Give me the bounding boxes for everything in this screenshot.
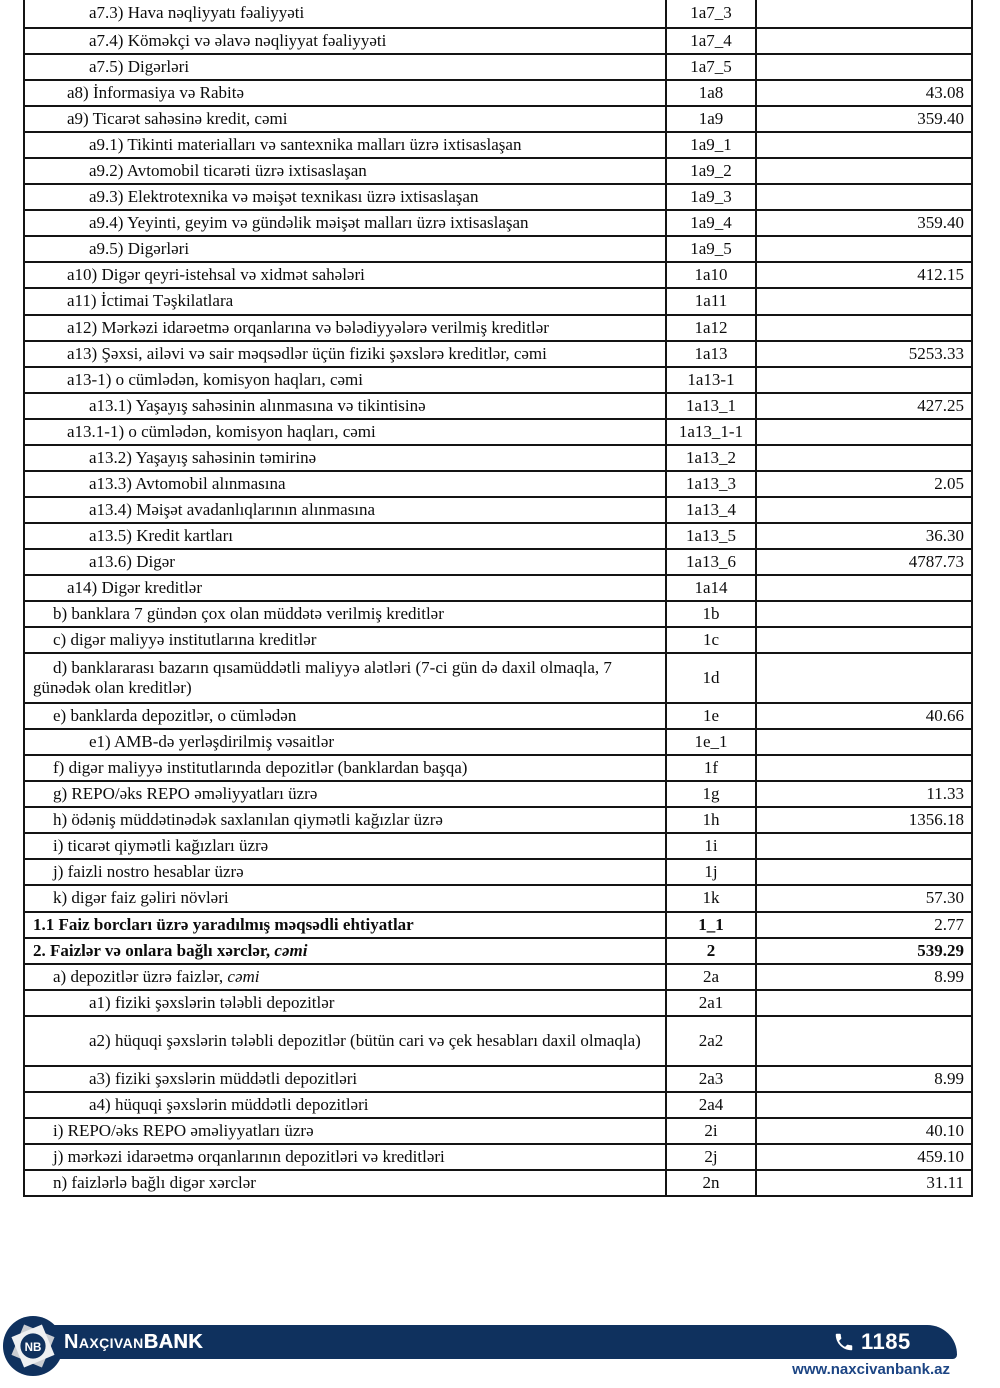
row-description bbox=[24, 445, 666, 471]
row-description-text: a13.5) Kredit kartları bbox=[89, 525, 233, 545]
table-row bbox=[24, 54, 972, 80]
row-code: 1a8 bbox=[666, 80, 756, 106]
row-description-text: a13-1) o cümlədən, komisyon haqları, cəmi bbox=[67, 369, 363, 389]
row-value bbox=[756, 1092, 972, 1118]
row-description bbox=[24, 1092, 666, 1118]
row-value bbox=[756, 729, 972, 755]
row-description-text: a13) Şəxsi, ailəvi və sair məqsədlər üçün fiziki şəxslərə kreditlər, cəmi bbox=[67, 343, 547, 363]
row-description-text: k) digər faiz gəliri növləri bbox=[53, 888, 229, 908]
row-description bbox=[24, 964, 666, 990]
row-code: 1a13_1 bbox=[666, 393, 756, 419]
row-code: 1a7_4 bbox=[666, 28, 756, 54]
row-description-text: a13.4) Məişət avadanlıqlarının alınmasına bbox=[89, 499, 376, 519]
table-row bbox=[24, 445, 972, 471]
table-row bbox=[24, 158, 972, 184]
row-description-text: h) ödəniş müddətinədək saxlanılan qiymətli kağızlar üzrə bbox=[53, 810, 443, 830]
row-code: 2 bbox=[666, 938, 756, 964]
row-description bbox=[24, 497, 666, 523]
row-description bbox=[24, 627, 666, 653]
phone-block bbox=[833, 1325, 911, 1359]
row-description bbox=[24, 288, 666, 314]
row-code: 1a13-1 bbox=[666, 367, 756, 393]
row-description-text: a12) Mərkəzi idarəetmə orqanlarına və bələdiyyələrə verilmiş kreditlər bbox=[67, 317, 549, 337]
row-value: 57.30 bbox=[756, 885, 972, 911]
row-description-text: a10) Digər qeyri-istehsal və xidmət sahələri bbox=[67, 265, 365, 285]
row-code: 1h bbox=[666, 807, 756, 833]
row-value: 2.77 bbox=[756, 912, 972, 938]
row-description-italic: cəmi bbox=[274, 940, 308, 960]
row-value: 4787.73 bbox=[756, 549, 972, 575]
table-row bbox=[24, 471, 972, 497]
row-description-text: e1) AMB-də yerləşdirilmiş vəsaitlər bbox=[89, 732, 335, 752]
row-code: 1_1 bbox=[666, 912, 756, 938]
row-value bbox=[756, 315, 972, 341]
row-code: 1a13_1-1 bbox=[666, 419, 756, 445]
row-value: 1356.18 bbox=[756, 807, 972, 833]
brand-wordmark bbox=[64, 1325, 203, 1359]
row-value: 359.40 bbox=[756, 106, 972, 132]
row-description bbox=[24, 1066, 666, 1092]
row-value: 2.05 bbox=[756, 471, 972, 497]
row-description-text: a13.1) Yaşayış sahəsinin alınmasına və tikintisinə bbox=[89, 395, 426, 415]
row-description bbox=[24, 833, 666, 859]
row-description-text: e) banklarda depozitlər, o cümlədən bbox=[53, 706, 297, 726]
table-row bbox=[24, 729, 972, 755]
row-value bbox=[756, 28, 972, 54]
row-value: 11.33 bbox=[756, 781, 972, 807]
row-code: 1a7_5 bbox=[666, 54, 756, 80]
row-description-text: a11) İctimai Təşkilatlara bbox=[67, 291, 234, 311]
row-value: 539.29 bbox=[756, 938, 972, 964]
row-description bbox=[24, 575, 666, 601]
row-code: 2a2 bbox=[666, 1016, 756, 1066]
row-value bbox=[756, 132, 972, 158]
row-description-text: j) mərkəzi idarəetmə orqanlarının depozitləri və kreditləri bbox=[53, 1146, 445, 1166]
row-description bbox=[24, 523, 666, 549]
table-row bbox=[24, 1092, 972, 1118]
table-row bbox=[24, 807, 972, 833]
row-value: 8.99 bbox=[756, 964, 972, 990]
row-value bbox=[756, 288, 972, 314]
row-value bbox=[756, 575, 972, 601]
row-code: 2a1 bbox=[666, 990, 756, 1016]
row-value bbox=[756, 627, 972, 653]
row-description bbox=[24, 1118, 666, 1144]
phone-number: 1185 bbox=[861, 1329, 911, 1354]
row-code: 1g bbox=[666, 781, 756, 807]
row-code: 1e bbox=[666, 703, 756, 729]
row-description-text: a13.2) Yaşayış sahəsinin təmirinə bbox=[89, 447, 317, 467]
brand-name-left: Naxçıvan bbox=[64, 1331, 144, 1353]
table-row bbox=[24, 781, 972, 807]
row-description bbox=[24, 184, 666, 210]
row-value: 412.15 bbox=[756, 262, 972, 288]
row-value bbox=[756, 445, 972, 471]
table-row bbox=[24, 703, 972, 729]
row-description bbox=[24, 912, 666, 938]
row-description-text: a) depozitlər üzrə faizlər, bbox=[53, 966, 228, 986]
row-code: 1a10 bbox=[666, 262, 756, 288]
row-value bbox=[756, 990, 972, 1016]
row-value bbox=[756, 601, 972, 627]
row-description-text: a7.3) Hava nəqliyyatı fəaliyyəti bbox=[89, 3, 305, 23]
table-row bbox=[24, 627, 972, 653]
row-code: 1a7_3 bbox=[666, 0, 756, 28]
row-description-text: a13.6) Digər bbox=[89, 551, 175, 571]
table-row bbox=[24, 885, 972, 911]
table-row bbox=[24, 653, 972, 703]
row-description bbox=[24, 262, 666, 288]
row-description-text: a9.5) Digərləri bbox=[89, 239, 190, 259]
row-description-text: a9.4) Yeyinti, geyim və gündəlik məişət malları üzrə ixtisaslaşan bbox=[89, 213, 529, 233]
row-value bbox=[756, 0, 972, 28]
row-code: 1e_1 bbox=[666, 729, 756, 755]
table-row bbox=[24, 0, 972, 28]
row-description bbox=[24, 80, 666, 106]
row-description-text: a3) fiziki şəxslərin müddətli depozitləri bbox=[89, 1068, 358, 1088]
row-value: 40.10 bbox=[756, 1118, 972, 1144]
row-value bbox=[756, 859, 972, 885]
row-value: 40.66 bbox=[756, 703, 972, 729]
row-description-text: a9.3) Elektrotexnika və məişət texnikası üzrə ixtisaslaşan bbox=[89, 187, 479, 207]
row-description bbox=[24, 471, 666, 497]
row-code: 1i bbox=[666, 833, 756, 859]
table-row bbox=[24, 575, 972, 601]
row-description bbox=[24, 781, 666, 807]
table-row bbox=[24, 288, 972, 314]
row-code: 1a13_4 bbox=[666, 497, 756, 523]
row-code: 1a13_6 bbox=[666, 549, 756, 575]
row-description bbox=[24, 653, 666, 703]
table-row bbox=[24, 497, 972, 523]
row-value: 43.08 bbox=[756, 80, 972, 106]
row-description bbox=[24, 703, 666, 729]
table-row bbox=[24, 601, 972, 627]
row-description bbox=[24, 54, 666, 80]
row-value bbox=[756, 158, 972, 184]
row-description bbox=[24, 601, 666, 627]
row-description-text: a9) Ticarət sahəsinə kredit, cəmi bbox=[67, 109, 288, 129]
row-description-text: i) REPO/əks REPO əməliyyatları üzrə bbox=[53, 1120, 314, 1140]
row-value: 459.10 bbox=[756, 1144, 972, 1170]
row-description-italic: cəmi bbox=[227, 966, 260, 986]
financial-table bbox=[23, 0, 973, 1197]
row-code: 1a9_5 bbox=[666, 236, 756, 262]
table-row bbox=[24, 236, 972, 262]
table-row bbox=[24, 549, 972, 575]
row-code: 2a4 bbox=[666, 1092, 756, 1118]
row-description bbox=[24, 106, 666, 132]
table-row bbox=[24, 833, 972, 859]
row-description bbox=[24, 367, 666, 393]
row-value bbox=[756, 1016, 972, 1066]
row-code: 1j bbox=[666, 859, 756, 885]
row-description-text: a9.1) Tikinti materialları və santexnika malları üzrə ixtisaslaşan bbox=[89, 135, 522, 155]
row-code: 1a14 bbox=[666, 575, 756, 601]
row-code: 1a12 bbox=[666, 315, 756, 341]
row-code: 1d bbox=[666, 653, 756, 703]
row-value bbox=[756, 755, 972, 781]
row-value bbox=[756, 833, 972, 859]
row-code: 1f bbox=[666, 755, 756, 781]
row-description-text: f) digər maliyyə institutlarında depozitlər (banklardan başqa) bbox=[53, 758, 468, 778]
row-value bbox=[756, 54, 972, 80]
table-row bbox=[24, 755, 972, 781]
row-code: 1b bbox=[666, 601, 756, 627]
row-description bbox=[24, 549, 666, 575]
row-description-text: 1.1 Faiz borcları üzrə yaradılmış məqsədli ehtiyatlar bbox=[33, 914, 414, 934]
row-description-text: a13.3) Avtomobil alınmasına bbox=[89, 473, 286, 493]
table-row bbox=[24, 393, 972, 419]
table-row bbox=[24, 1170, 972, 1196]
nb-monogram: NB bbox=[24, 1340, 42, 1354]
row-code: 2i bbox=[666, 1118, 756, 1144]
website-link[interactable]: www.naxcivanbank.az bbox=[792, 1361, 950, 1378]
row-description bbox=[24, 28, 666, 54]
row-code: 1k bbox=[666, 885, 756, 911]
table-row bbox=[24, 367, 972, 393]
row-code: 1a13_5 bbox=[666, 523, 756, 549]
row-description bbox=[24, 315, 666, 341]
row-description-text: a13.1-1) o cümlədən, komisyon haqları, cəmi bbox=[67, 421, 376, 441]
row-value bbox=[756, 236, 972, 262]
table-row bbox=[24, 341, 972, 367]
row-description bbox=[24, 393, 666, 419]
row-code: 1a9 bbox=[666, 106, 756, 132]
table-row bbox=[24, 964, 972, 990]
table-row bbox=[24, 938, 972, 964]
row-value: 5253.33 bbox=[756, 341, 972, 367]
row-code: 1a9_1 bbox=[666, 132, 756, 158]
row-description bbox=[24, 807, 666, 833]
row-description-text: g) REPO/əks REPO əməliyyatları üzrə bbox=[53, 784, 318, 804]
row-description bbox=[24, 132, 666, 158]
row-description-text: a4) hüquqi şəxslərin müddətli depozitləri bbox=[89, 1094, 369, 1114]
row-value: 8.99 bbox=[756, 1066, 972, 1092]
row-description-text: n) faizlərlə bağlı digər xərclər bbox=[53, 1172, 256, 1192]
row-description bbox=[24, 419, 666, 445]
row-description bbox=[24, 1170, 666, 1196]
row-value bbox=[756, 184, 972, 210]
table-row bbox=[24, 1118, 972, 1144]
table-row bbox=[24, 132, 972, 158]
row-code: 1a9_4 bbox=[666, 210, 756, 236]
row-description-text: b) banklara 7 gündən çox olan müddətə verilmiş kreditlər bbox=[53, 604, 444, 624]
table-row bbox=[24, 1144, 972, 1170]
row-code: 2a3 bbox=[666, 1066, 756, 1092]
table-row bbox=[24, 262, 972, 288]
row-value bbox=[756, 367, 972, 393]
row-code: 1a9_3 bbox=[666, 184, 756, 210]
table-row bbox=[24, 80, 972, 106]
table-row bbox=[24, 523, 972, 549]
row-description-text: d) banklararası bazarın qısamüddətli maliyyə alətləri (7-ci gün də daxil olmaqla, 7 günədək olan kreditlər) bbox=[33, 658, 612, 698]
row-description bbox=[24, 158, 666, 184]
row-description-text: i) ticarət qiymətli kağızları üzrə bbox=[53, 836, 269, 856]
row-description-text: a2) hüquqi şəxslərin tələbli depozitlər (bütün cari və çek hesabları daxil olmaqla) bbox=[89, 1030, 641, 1050]
row-description bbox=[24, 0, 666, 28]
row-value bbox=[756, 419, 972, 445]
row-value: 31.11 bbox=[756, 1170, 972, 1196]
row-value: 427.25 bbox=[756, 393, 972, 419]
row-code: 2n bbox=[666, 1170, 756, 1196]
row-description bbox=[24, 729, 666, 755]
table-row bbox=[24, 859, 972, 885]
row-code: 1a13_2 bbox=[666, 445, 756, 471]
table-row bbox=[24, 184, 972, 210]
table-row bbox=[24, 990, 972, 1016]
row-description-text: j) faizli nostro hesablar üzrə bbox=[53, 862, 244, 882]
row-description bbox=[24, 341, 666, 367]
row-code: 2a bbox=[666, 964, 756, 990]
row-description bbox=[24, 1016, 666, 1066]
table-row bbox=[24, 912, 972, 938]
table-row bbox=[24, 106, 972, 132]
row-code: 1a13 bbox=[666, 341, 756, 367]
table-row bbox=[24, 210, 972, 236]
row-description bbox=[24, 210, 666, 236]
row-description-text: a14) Digər kreditlər bbox=[67, 577, 202, 597]
row-code: 1a11 bbox=[666, 288, 756, 314]
row-code: 1a13_3 bbox=[666, 471, 756, 497]
row-description bbox=[24, 938, 666, 964]
phone-icon bbox=[833, 1331, 855, 1353]
row-description bbox=[24, 859, 666, 885]
table-row bbox=[24, 315, 972, 341]
row-description-text: a1) fiziki şəxslərin tələbli depozitlər bbox=[89, 992, 335, 1012]
table-row bbox=[24, 1016, 972, 1066]
row-value: 359.40 bbox=[756, 210, 972, 236]
row-value bbox=[756, 497, 972, 523]
brand-name-right: BANK bbox=[143, 1331, 203, 1353]
row-description-text: 2. Faizlər və onlara bağlı xərclər, bbox=[33, 940, 275, 960]
row-value: 36.30 bbox=[756, 523, 972, 549]
row-value bbox=[756, 653, 972, 703]
row-description bbox=[24, 885, 666, 911]
row-description-text: a7.5) Digərləri bbox=[89, 57, 190, 77]
row-description-text: a7.4) Köməkçi və əlavə nəqliyyat fəaliyyəti bbox=[89, 31, 387, 50]
row-description-text: c) digər maliyyə institutlarına kreditlər bbox=[53, 630, 317, 650]
row-description bbox=[24, 990, 666, 1016]
row-description bbox=[24, 755, 666, 781]
row-description-text: a8) İnformasiya və Rabitə bbox=[67, 83, 245, 103]
table-row bbox=[24, 419, 972, 445]
table-row bbox=[24, 28, 972, 54]
row-code: 1a9_2 bbox=[666, 158, 756, 184]
table-row bbox=[24, 1066, 972, 1092]
row-description bbox=[24, 236, 666, 262]
row-description-text: a9.2) Avtomobil ticarəti üzrə ixtisaslaşan bbox=[89, 161, 367, 181]
row-description bbox=[24, 1144, 666, 1170]
row-code: 1c bbox=[666, 627, 756, 653]
row-code: 2j bbox=[666, 1144, 756, 1170]
